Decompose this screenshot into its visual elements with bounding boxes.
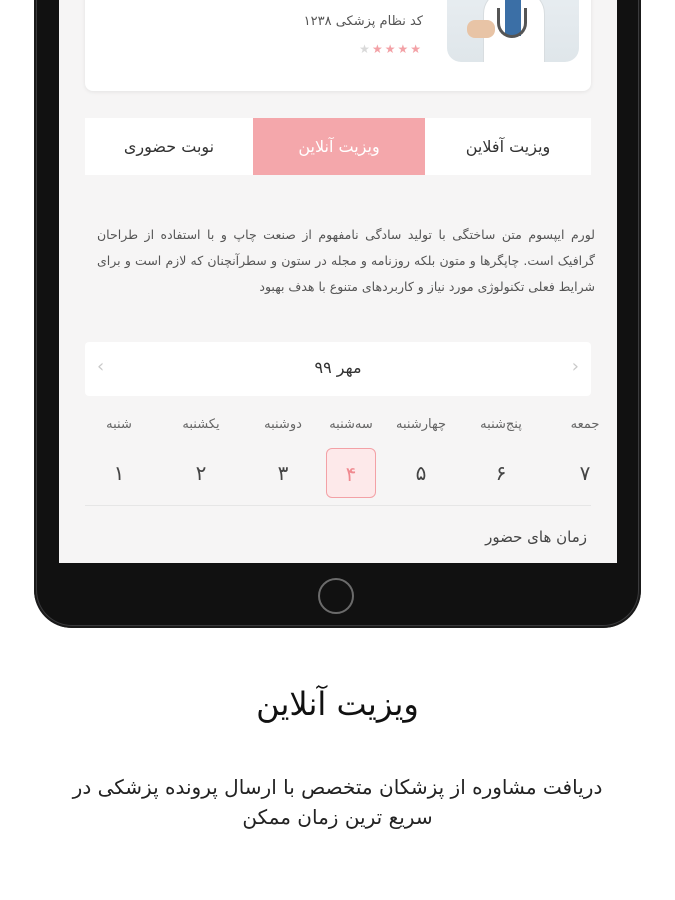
doctor-photo [447,0,579,62]
day-thursday[interactable] [471,414,531,498]
day-sunday[interactable] [171,414,231,498]
tab-in-person-appointment[interactable]: نوبت حضوری [123,137,215,156]
star-icon: ★ [359,42,372,56]
month-label: مهر ۹۹ [314,358,362,377]
day-number[interactable]: ۱ [113,461,125,485]
caption-description: دریافت مشاوره از پزشکان متخصص با ارسال پرونده پزشکی در سریع ترین زمان ممکن [72,775,603,829]
doctor-rating [359,42,423,56]
day-number-selected[interactable]: ۴ [326,448,376,498]
day-wednesday[interactable] [391,414,451,498]
star-icon: ★ [384,42,398,56]
star-icon: ★ [371,42,385,56]
day-saturday[interactable] [89,414,149,498]
home-button[interactable] [318,578,354,614]
day-tuesday[interactable] [321,414,381,498]
chevron-left-icon[interactable]: ‹ [97,356,105,377]
month-selector [85,342,591,396]
caption-title: ویزیت آنلاین [256,685,419,723]
day-number[interactable]: ۷ [579,461,591,485]
week-days [79,414,600,504]
description-text: لورم ایپسوم متن ساختگی با تولید سادگی نامفهوم از صنعت چاپ و با استفاده از طراحان گرافیک است. چاپگرها و متون بلکه روزنامه و مجله در ستون و سطرآنچنان که لازم است و برای شرایط فعلی تکنولوژی مورد نیاز و کاربردهای متنوع با هدف بهبود [97,227,595,294]
day-name: سه‌شنبه [329,417,373,432]
divider [85,505,591,506]
stethoscope-icon [497,8,527,38]
doctor-card[interactable] [85,0,591,91]
app-screen [59,0,617,563]
tab-online-visit[interactable]: ویزیت آنلاین [253,118,425,175]
day-name: شنبه [106,417,132,432]
chevron-right-icon[interactable]: › [571,356,579,377]
day-name: جمعه [570,417,600,432]
tab-offline-visit[interactable]: ویزیت آفلاین [465,137,551,156]
day-number[interactable]: ۶ [495,461,507,485]
day-number[interactable]: ۵ [415,461,427,485]
day-name: چهارشنبه [396,417,446,432]
day-name: یکشنبه [182,417,220,432]
day-number[interactable]: ۳ [277,461,289,485]
visit-type-tabs [85,118,591,175]
star-icon: ★ [397,42,411,56]
presence-times-heading: زمان های حضور [485,528,587,546]
day-name: دوشنبه [264,417,302,432]
day-number[interactable]: ۲ [195,461,207,485]
day-name: پنج‌شنبه [480,417,522,432]
day-friday[interactable] [555,414,615,498]
star-icon: ★ [410,42,423,56]
day-monday[interactable] [253,414,313,498]
medical-code: کد نظام پزشکی ۱۲۳۸ [303,14,423,29]
